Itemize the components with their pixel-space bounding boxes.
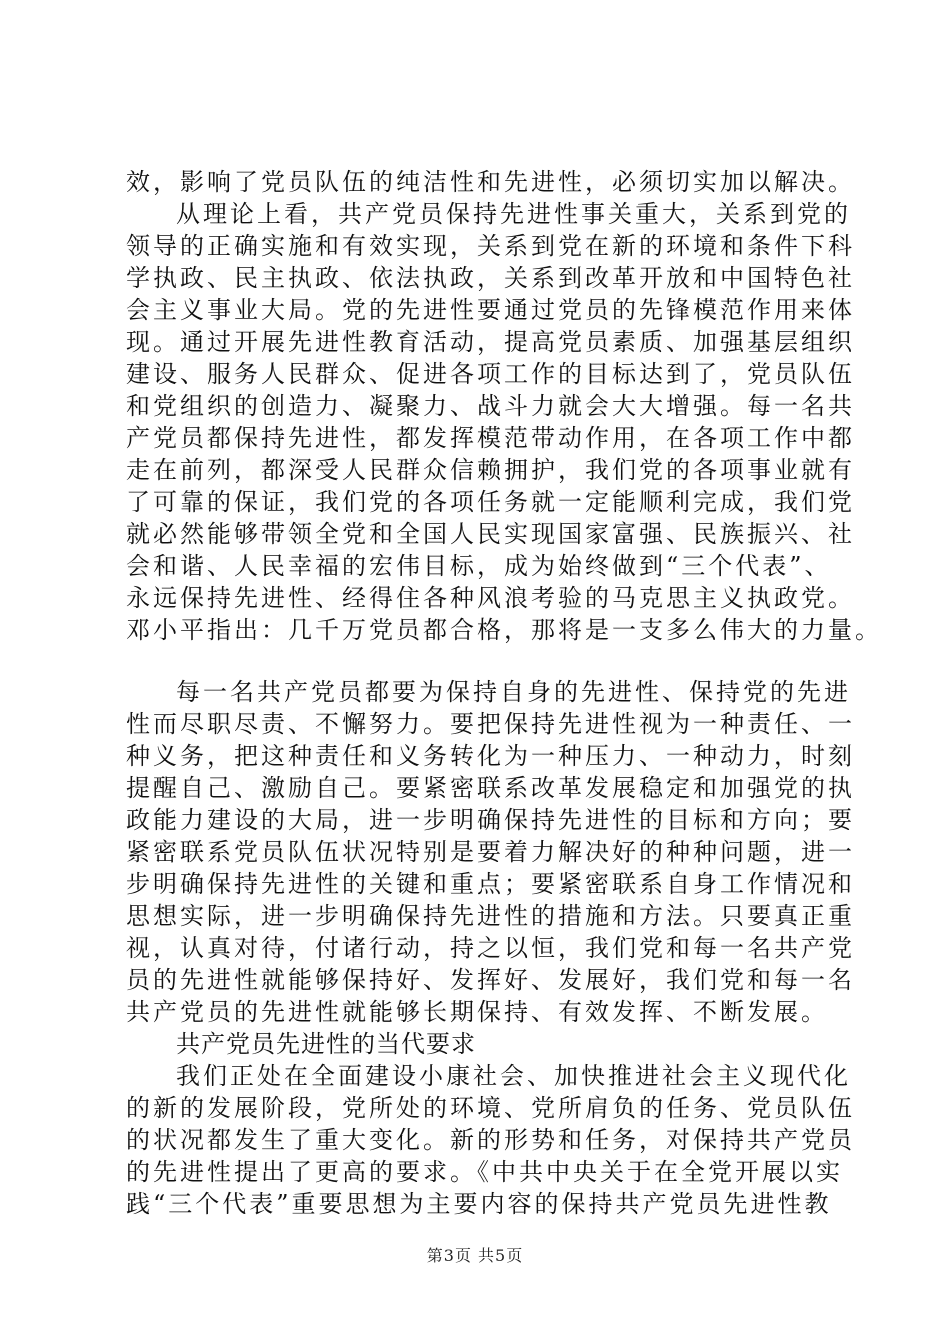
text-line: 建设、服务人民群众、促进各项工作的目标达到了，党员队伍	[126, 360, 855, 388]
text-line: 性而尽职尽责、不懈努力。要把保持先进性视为一种责任、一	[126, 710, 855, 738]
section-heading	[126, 1028, 846, 1060]
text-line: 践“三个代表”重要思想为主要内容的保持共产党员先进性教	[126, 1190, 832, 1218]
text-line: 我们正处在全面建设小康社会、加快推进社会主义现代化	[176, 1062, 851, 1090]
text-line: 领导的正确实施和有效实现，关系到党在新的环境和条件下科	[126, 232, 855, 260]
paragraph	[126, 198, 882, 646]
text-line: 政能力建设的大局，进一步明确保持先进性的目标和方向；要	[126, 806, 855, 834]
text-line: 邓小平指出：几千万党员都合格，那将是一支多么伟大的力量。	[126, 616, 882, 644]
text-line: 员的先进性就能够保持好、发挥好、发展好，我们党和每一名	[126, 966, 855, 994]
text-line: 产党员都保持先进性，都发挥模范带动作用，在各项工作中都	[126, 424, 855, 452]
paragraph	[126, 166, 855, 198]
text-line: 会和谐、人民幸福的宏伟目标，成为始终做到“三个代表”、	[126, 552, 832, 580]
text-line: 了可靠的保证，我们党的各项任务就一定能顺利完成，我们党	[126, 488, 855, 516]
text-line: 从理论上看，共产党员保持先进性事关重大，关系到党的	[176, 200, 851, 228]
text-line: 和党组织的创造力、凝聚力、战斗力就会大大增强。每一名共	[126, 392, 855, 420]
text-line: 思想实际，进一步明确保持先进性的措施和方法。只要真正重	[126, 902, 855, 930]
text-line: 种义务，把这种责任和义务转化为一种压力、一种动力，时刻	[126, 742, 855, 770]
text-line: 的状况都发生了重大变化。新的形势和任务，对保持共产党员	[126, 1126, 855, 1154]
text-line: 效，影响了党员队伍的纯洁性和先进性，必须切实加以解决。	[126, 168, 855, 196]
paragraph	[126, 676, 855, 1028]
text-line: 学执政、民主执政、依法执政，关系到改革开放和中国特色社	[126, 264, 855, 292]
text-line: 视，认真对待，付诸行动，持之以恒，我们党和每一名共产党	[126, 934, 855, 962]
text-line: 会主义事业大局。党的先进性要通过党员的先锋模范作用来体	[126, 296, 855, 324]
document-body	[126, 166, 882, 1220]
heading-text: 共产党员先进性的当代要求	[176, 1030, 476, 1058]
text-line: 每一名共产党员都要为保持自身的先进性、保持党的先进	[176, 678, 851, 706]
paragraph-spacer	[126, 646, 846, 676]
text-line: 就必然能够带领全党和全国人民实现国家富强、民族振兴、社	[126, 520, 855, 548]
text-line: 永远保持先进性、经得住各种风浪考验的马克思主义执政党。	[126, 584, 855, 612]
page-footer: 第3页 共5页	[426, 1246, 524, 1265]
text-line: 的先进性提出了更高的要求。《中共中央关于在全党开展以实	[126, 1158, 843, 1186]
text-line: 紧密联系党员队伍状况特别是要着力解决好的种种问题，进一	[126, 838, 855, 866]
text-line: 走在前列，都深受人民群众信赖拥护，我们党的各项事业就有	[126, 456, 855, 484]
text-line: 提醒自己、激励自己。要紧密联系改革发展稳定和加强党的执	[126, 774, 855, 802]
text-line: 步明确保持先进性的关键和重点；要紧密联系自身工作情况和	[126, 870, 855, 898]
text-line: 的新的发展阶段，党所处的环境、党所肩负的任务、党员队伍	[126, 1094, 855, 1122]
text-line: 共产党员的先进性就能够长期保持、有效发挥、不断发展。	[126, 998, 828, 1026]
text-line: 现。通过开展先进性教育活动，提高党员素质、加强基层组织	[126, 328, 855, 356]
paragraph	[126, 1060, 855, 1220]
